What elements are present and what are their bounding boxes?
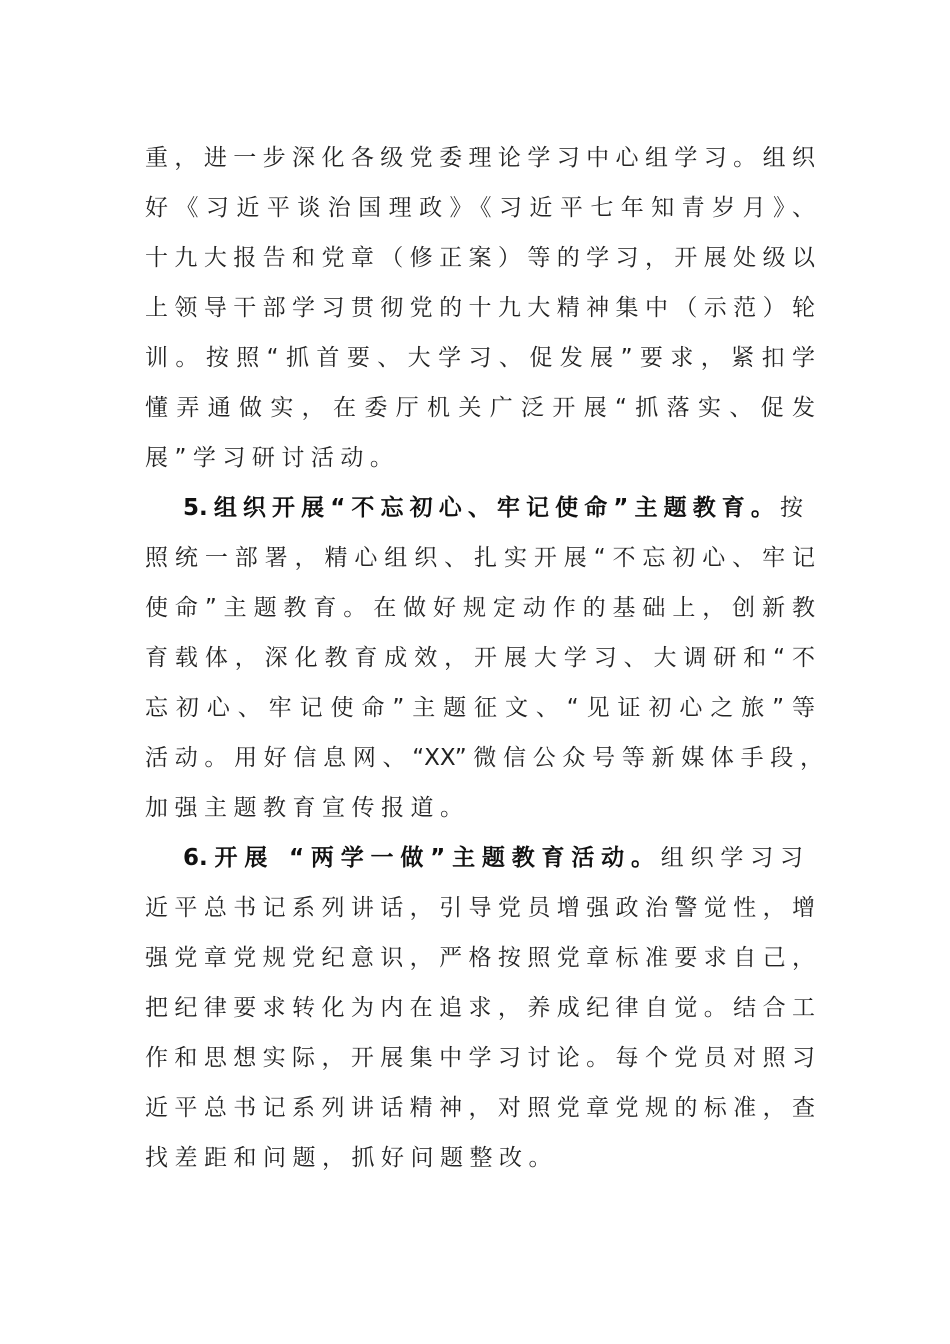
section-5-lead-text: 按 — [780, 495, 803, 521]
body-line: 照统一部署，精心组织、扎实开展“不忘初心、牢记 — [145, 545, 815, 571]
body-line: 好《习近平谈治国理政》《习近平七年知青岁月》、 — [145, 195, 815, 221]
body-line: 展”学习研讨活动。 — [145, 445, 400, 471]
body-line: 育载体，深化教育成效，开展大学习、大调研和“不 — [145, 645, 815, 671]
body-line: 近平总书记系列讲话，引导党员增强政治警觉性，增 — [145, 895, 815, 921]
body-line: 作和思想实际，开展集中学习讨论。每个党员对照习 — [145, 1045, 815, 1071]
body-line: 把纪律要求转化为内在追求，养成纪律自觉。结合工 — [145, 995, 815, 1021]
body-line: 强党章党规党纪意识，严格按照党章标准要求自己， — [145, 945, 815, 971]
section-6-heading: 6.开展 “两学一做”主题教育活动。 — [183, 845, 661, 871]
section-6-lead-text: 组织学习习 — [660, 845, 804, 871]
section-6-first-line — [183, 838, 803, 878]
body-line: 活动。用好信息网、“XX”微信公众号等新媒体手段， — [145, 745, 823, 771]
body-line: 重，进一步深化各级党委理论学习中心组学习。组织 — [145, 145, 815, 171]
body-line: 十九大报告和党章（修正案）等的学习，开展处级以 — [145, 245, 815, 271]
body-line: 忘初心、牢记使命”主题征文、“见证初心之旅”等 — [145, 695, 815, 721]
body-line: 懂弄通做实，在委厅机关广泛开展“抓落实、促发 — [145, 395, 815, 421]
body-line: 加强主题教育宣传报道。 — [145, 795, 470, 821]
section-5-first-line — [183, 488, 803, 528]
body-line: 找差距和问题，抓好问题整改。 — [145, 1145, 558, 1171]
body-line: 训。按照“抓首要、大学习、促发展”要求，紧扣学 — [145, 345, 815, 371]
body-line: 上领导干部学习贯彻党的十九大精神集中（示范）轮 — [145, 295, 815, 321]
section-5-heading: 5.组织开展“不忘初心、牢记使命”主题教育。 — [183, 495, 780, 521]
body-line: 近平总书记系列讲话精神，对照党章党规的标准，查 — [145, 1095, 815, 1121]
body-line: 使命”主题教育。在做好规定动作的基础上，创新教 — [145, 595, 815, 621]
